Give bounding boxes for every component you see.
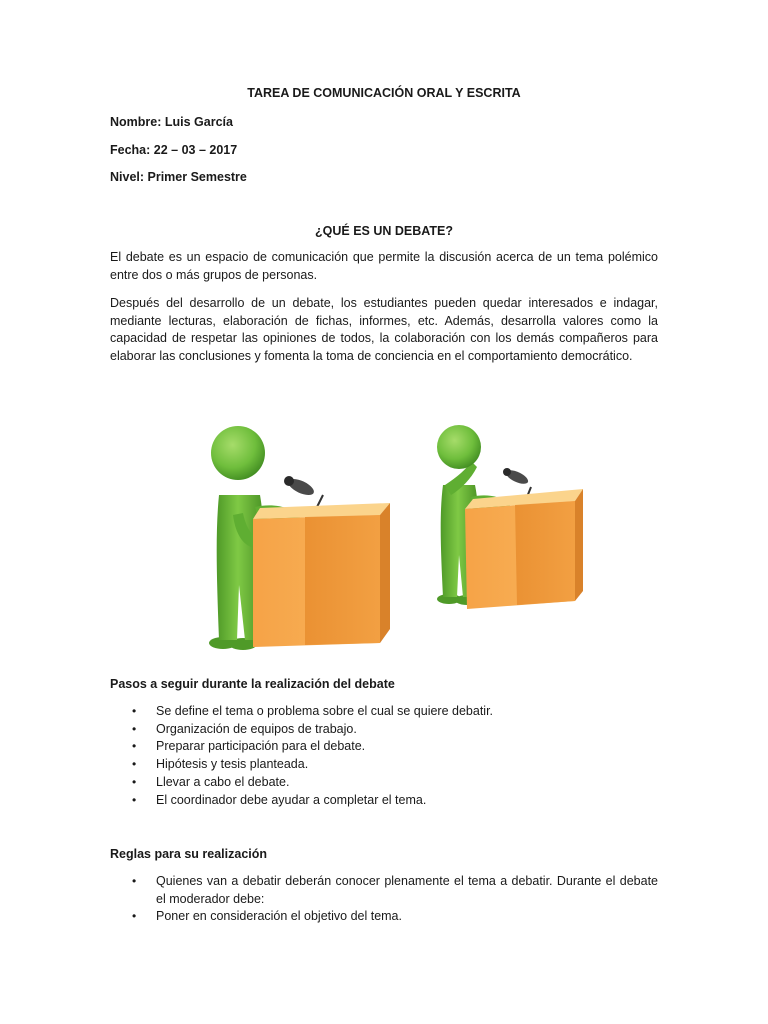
list-item: • Se define el tema o problema sobre el cual se quiere debatir. — [110, 703, 658, 721]
list-item: • Organización de equipos de trabajo. — [110, 721, 658, 739]
student-name: Nombre: Luis García — [110, 115, 233, 129]
debate-illustration — [205, 415, 595, 655]
left-podium — [253, 503, 390, 647]
list-item: • Quienes van a debatir deberán conocer plenamente el tema a debatir. Durante el debate el moderador debe: — [110, 873, 658, 908]
rules-list — [110, 873, 658, 926]
student-level: Nivel: Primer Semestre — [110, 170, 247, 184]
steps-list — [110, 703, 658, 809]
left-microphone — [284, 476, 323, 507]
list-item: • Preparar participación para el debate. — [110, 738, 658, 756]
list-item: • Poner en consideración el objetivo del tema. — [110, 908, 658, 926]
list-item: • Llevar a cabo el debate. — [110, 774, 658, 792]
rules-section-title: Reglas para su realización — [110, 847, 268, 861]
paragraph-definition: El debate es un espacio de comunicación que permite la discusión acerca de un tema polémico entre dos o más grupos de personas. — [110, 250, 658, 282]
right-podium — [465, 489, 583, 609]
list-item: • El coordinador debe ayudar a completar el tema. — [110, 792, 658, 810]
paragraph-benefits: Después del desarrollo de un debate, los estudiantes pueden quedar interesados e indagar, mediante lecturas, elaboración de fichas, informes, etc. Además, desarrolla valores como la capacidad de respetar las opiniones de todos, la colaboración con los demás compañeros para elaborar las conclusiones y fomenta la toma de conciencia en el comportamiento democrático. — [110, 296, 658, 363]
right-microphone — [503, 467, 531, 497]
list-item: • Hipótesis y tesis planteada. — [110, 756, 658, 774]
section-heading: ¿QUÉ ES UN DEBATE? — [315, 224, 453, 238]
assignment-date: Fecha: 22 – 03 – 2017 — [110, 143, 238, 157]
document-title: TAREA DE COMUNICACIÓN ORAL Y ESCRITA — [247, 86, 521, 100]
steps-section-title: Pasos a seguir durante la realización del debate — [110, 677, 395, 691]
